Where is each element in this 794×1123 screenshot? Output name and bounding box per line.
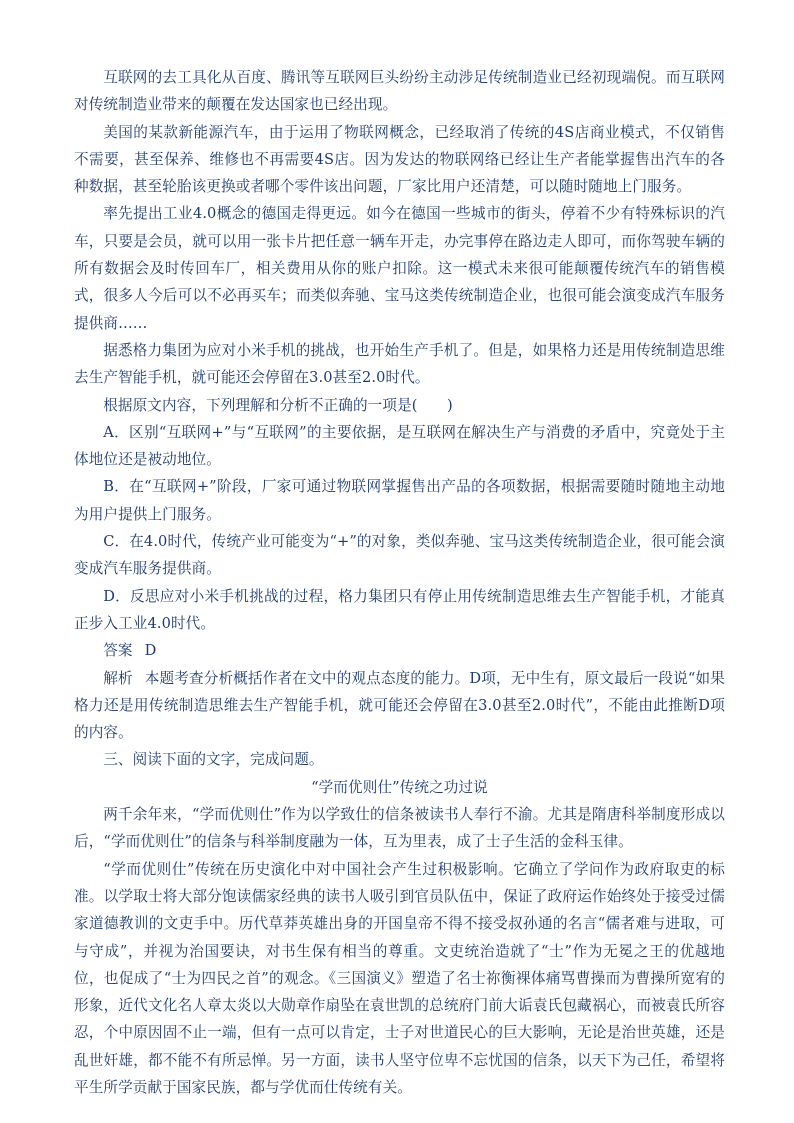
article-paragraph-1: 两千余年来，“学而优则仕”作为以学致仕的信条被读书人奉行不渝。尤其是隋唐科举制度形成以后，“学而优则仕”的信条与科举制度融为一体，互为里表，成了士子生活的金科玉律。 <box>74 806 725 851</box>
option-c: C．在4.0时代，传统产业可能变为“+”的对象，类似奔驰、宝马这类传统制造企业，很可能会演变成汽车服务提供商。 <box>74 533 725 578</box>
answer-value: D <box>144 642 157 660</box>
analysis-line <box>74 665 725 747</box>
article-title: “学而优则仕”传统之功过说 <box>311 778 488 796</box>
analysis-label: 解析 <box>103 669 133 687</box>
answer-line <box>74 637 725 664</box>
passage-paragraph-2: 美国的某款新能源汽车，由于运用了物联网概念，已经取消了传统的4S店商业模式，不仅销售不需要，甚至保养、维修也不再需要4S店。因为发达的物联网络已经让生产者能掌握售出汽车的各种数据，甚至轮胎该更换或者哪个零件该出问题，厂家比用户还清楚，可以随时随地上门服务。 <box>74 123 725 196</box>
text-block <box>74 64 725 1101</box>
section-heading: 三、阅读下面的文字，完成问题。 <box>103 751 324 769</box>
option-a: A．区别“互联网+”与“互联网”的主要依据，是互联网在解决生产与消费的矛盾中，究竟处于主体地位还是被动地位。 <box>74 423 725 469</box>
article-paragraph-2: “学而优则仕”传统在历史演化中对中国社会产生过积极影响。它确立了学问作为政府取吏的标准。以学取士将大部分饱读儒家经典的读书人吸引到官员队伍中，保证了政府运作始终处于接受过儒家道德教训的文吏手中。历代草莽英雄出身的开国皇帝不得不接受叔孙通的名言“儒者难与进取，可与守成”，并视为治国要诀，对书生保有相当的尊重。文吏统治造就了“士”作为无冕之王的优越地位，也促成了“士为四民之首”的观念。《三国演义》塑造了名士祢衡裸体痛骂曹操而为曹操所宽宥的形象，近代文化名人章太炎以大勋章作扇坠在袁世凯的总统府门前大诟袁氏包藏祸心，而被袁氏所容忍，个中原因固不止一端，但有一点可以肯定，士子对世道民心的巨大影响，无论是治世英雄，还是乱世奸雄，都不能不有所忌惮。另一方面，读书人坚守位卑不忘忧国的信条，以天下为己任，希望将平生所学贡献于国家民族，都与学优而仕传统有关。 <box>74 860 725 1096</box>
passage-paragraph-4: 据悉格力集团为应对小米手机的挑战，也开始生产手机了。但是，如果格力还是用传统制造思维去生产智能手机，就可能还会停留在3.0甚至2.0时代。 <box>74 341 725 387</box>
passage-paragraph-1: 互联网的去工具化从百度、腾讯等互联网巨头纷纷主动涉足传统制造业已经初现端倪。而互联网对传统制造业带来的颠覆在发达国家也已经出现。 <box>74 69 725 114</box>
answer-label: 答案 <box>103 642 133 660</box>
option-d: D．反思应对小米手机挑战的过程，格力集团只有停止用传统制造思维去生产智能手机，才能真正步入工业4.0时代。 <box>74 587 725 632</box>
analysis-text: 本题考查分析概括作者在文中的观点态度的能力。D项，无中生有，原文最后一段说“如果格力还是用传统制造思维去生产智能手机，就可能还会停留在3.0甚至2.0时代”，不能由此推断D项的内容。 <box>74 669 726 742</box>
option-b: B．在“互联网+”阶段，厂家可通过物联网掌握售出产品的各项数据，根据需要随时随地主动地为用户提供上门服务。 <box>74 478 725 523</box>
question-stem: 根据原文内容，下列理解和分析不正确的一项是( ) <box>103 396 453 414</box>
passage-paragraph-3: 率先提出工业4.0概念的德国走得更远。如今在德国一些城市的街头，停着不少有特殊标识的汽车，只要是会员，就可以用一张卡片把任意一辆车开走，办完事停在路边走人即可，而你驾驶车辆的所有数据会及时传回车厂，相关费用从你的账户扣除。这一模式未来很可能颠覆传统汽车的销售模式，很多人今后可以不必再买车；而类似奔驰、宝马这类传统制造企业，也很可能会演变成汽车服务提供商…… <box>74 205 725 332</box>
